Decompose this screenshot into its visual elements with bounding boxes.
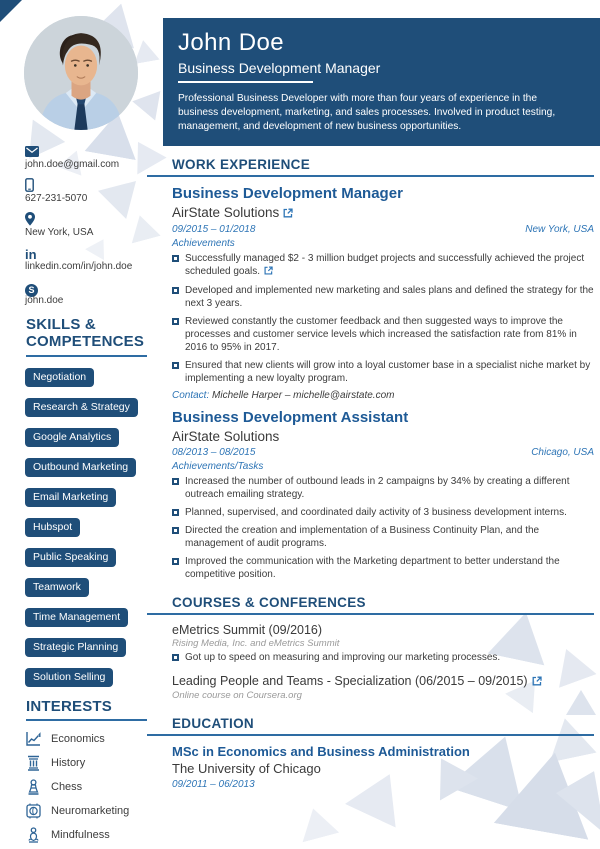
- achievement-text: Directed the creation and implementation of a Business Continuity Plan, and the management of audit programs.: [185, 524, 540, 549]
- square-bullet-icon: [172, 558, 179, 565]
- contact-email-value: john.doe@gmail.com: [25, 159, 120, 170]
- interest-label: Economics: [51, 732, 105, 745]
- interest-item: [25, 779, 163, 795]
- skill-pill: Time Management: [25, 608, 128, 628]
- interest-item: [25, 755, 163, 771]
- contact-email: [25, 144, 163, 171]
- mindfulness-meditation-icon: [25, 827, 42, 843]
- achievement-text: Reviewed constantly the customer feedback and then suggested ways to improve the processes and customer service levels which increased the satisfaction rate from 81% in 2016 to 95% in 2017.: [185, 315, 577, 353]
- phone-icon: [25, 178, 163, 191]
- achievement-item: [172, 359, 594, 385]
- square-bullet-icon: [172, 509, 179, 516]
- skill-pill: Negotiation: [25, 368, 94, 388]
- company-name: AirState Solutions: [172, 428, 280, 444]
- email-icon: [25, 144, 163, 157]
- interests-list: [25, 731, 163, 843]
- square-bullet-icon: [172, 362, 179, 369]
- course-bullet-list: [172, 651, 594, 664]
- education-heading: EDUCATION: [147, 716, 594, 736]
- contact-location-value: New York, USA: [25, 227, 94, 238]
- header-band: [163, 18, 600, 146]
- achievement-text: Increased the number of outbound leads in 2 campaigns by 34% by creating a different outreach emailing strategy.: [185, 475, 570, 500]
- square-bullet-icon: [172, 255, 179, 262]
- square-bullet-icon: [172, 287, 179, 294]
- skill-pill: Research & Strategy: [25, 398, 138, 418]
- achievement-item: [172, 524, 594, 550]
- sidebar: [0, 0, 163, 849]
- education-dates: 09/2011 – 06/2013: [172, 778, 255, 790]
- achievement-text: Developed and implemented new marketing and sales plans and defined the strategy for the next 3 years.: [185, 284, 594, 309]
- job-company: [172, 205, 594, 221]
- courses-heading: COURSES & CONFERENCES: [147, 595, 594, 615]
- chess-pawn-icon: [25, 779, 42, 795]
- course-subtitle: Online course on Coursera.org: [172, 689, 302, 701]
- achievement-item: [172, 555, 594, 581]
- history-column-icon: [25, 755, 42, 771]
- skype-icon: [25, 280, 163, 293]
- job-entry: [172, 185, 594, 401]
- title-underline: [178, 81, 313, 83]
- job-meta: [172, 224, 594, 235]
- course-title: [172, 674, 594, 689]
- achievement-text: Ensured that new clients will grow into a loyal customer base in a specialist niche market by implementing a new loyalty program.: [185, 359, 591, 384]
- course-bullet: [172, 651, 594, 664]
- contact-list: [25, 144, 163, 307]
- job-meta: [172, 447, 594, 458]
- reference-contact-value: Michelle Harper – michelle@airstate.com: [212, 389, 395, 401]
- interests-heading: INTERESTS: [26, 698, 147, 721]
- contact-skype-value: john.doe: [25, 295, 64, 306]
- course-entry: [172, 623, 594, 664]
- achievement-text: Successfully managed $2 - 3 million budget projects and successfully achieved the project scheduled goals.: [185, 252, 585, 277]
- external-link-icon[interactable]: [532, 675, 542, 689]
- job-entry: [172, 409, 594, 581]
- contact-linkedin: [25, 246, 163, 273]
- company-name: AirState Solutions: [172, 204, 280, 220]
- avatar-illustration: [24, 16, 138, 130]
- skill-pill: Public Speaking: [25, 548, 116, 568]
- square-bullet-icon: [172, 478, 179, 485]
- work-experience-heading: WORK EXPERIENCE: [147, 157, 594, 177]
- profile-summary: Professional Business Developer with more than four years of experience in the business development, marketing, and sales processes. Involved in product testing, management, and development of new business opportunities.: [178, 92, 556, 132]
- job-location: Chicago, USA: [531, 446, 594, 458]
- decor-triangle: [295, 804, 339, 843]
- main-column: [163, 0, 600, 790]
- achievement-text: Planned, supervised, and coordinated daily activity of 3 business development interns.: [185, 506, 567, 518]
- square-bullet-icon: [172, 318, 179, 325]
- contact-skype: [25, 280, 163, 307]
- skill-pill: Hubspot: [25, 518, 80, 538]
- job-dates: 09/2015 – 01/2018: [172, 223, 256, 235]
- contact-linkedin-value: linkedin.com/in/john.doe: [25, 261, 133, 272]
- achievement-text: Improved the communication with the Marketing department to better understand the competitive position.: [185, 555, 560, 580]
- education-degree: MSc in Economics and Business Administration: [172, 743, 470, 759]
- interest-label: Chess: [51, 780, 83, 793]
- skill-pill: Email Marketing: [25, 488, 116, 508]
- achievement-item: [172, 506, 594, 519]
- external-link-icon[interactable]: [283, 206, 293, 221]
- course-subtitle: Rising Media, Inc. and eMetrics Summit: [172, 637, 340, 649]
- course-bullet-text: Got up to speed on measuring and improving our marketing processes.: [185, 651, 501, 663]
- job-dates: 08/2013 – 08/2015: [172, 446, 256, 458]
- course-entry: [172, 674, 594, 701]
- reference-contact: [172, 390, 594, 401]
- economics-chart-icon: [25, 731, 42, 747]
- achievements-label: Achievements: [172, 237, 235, 249]
- skill-pill: Solution Selling: [25, 668, 113, 688]
- job-role: Business Development Manager: [172, 184, 403, 202]
- linkedin-icon: [25, 246, 163, 262]
- interest-label: Mindfulness: [51, 828, 110, 841]
- interest-item: [25, 827, 163, 843]
- interest-item: [25, 731, 163, 747]
- skype-glyph: S: [25, 284, 38, 297]
- skill-pill: Strategic Planning: [25, 638, 126, 658]
- skill-pill: Outbound Marketing: [25, 458, 136, 478]
- avatar: [24, 16, 138, 130]
- skill-pill: Google Analytics: [25, 428, 119, 448]
- person-title: Business Development Manager: [178, 59, 381, 76]
- person-name: John Doe: [178, 29, 284, 56]
- location-icon: [25, 212, 163, 225]
- achievement-item: [172, 284, 594, 310]
- contact-location: [25, 212, 163, 239]
- job-role: Business Development Assistant: [172, 408, 409, 426]
- interest-label: History: [51, 756, 86, 769]
- main-content: [163, 157, 600, 790]
- neuromarketing-brain-icon: [25, 803, 42, 819]
- interest-item: [25, 803, 163, 819]
- achievement-item: [172, 315, 594, 354]
- course-title-text: Leading People and Teams - Specialization (06/2015 – 09/2015): [172, 673, 528, 688]
- skills-heading: SKILLS & COMPETENCES: [26, 316, 147, 357]
- achievement-list: [172, 252, 594, 385]
- achievement-list: [172, 475, 594, 581]
- interest-label: Neuromarketing: [51, 804, 130, 817]
- job-company: [172, 429, 594, 444]
- contact-phone-value: 627-231-5070: [25, 193, 88, 204]
- contact-phone: [25, 178, 163, 205]
- linkedin-glyph: in: [25, 247, 37, 262]
- achievement-item: [172, 475, 594, 501]
- course-title: eMetrics Summit (09/2016): [172, 622, 323, 637]
- education-entry: [172, 744, 594, 790]
- job-location: New York, USA: [525, 223, 594, 235]
- achievements-label: Achievements/Tasks: [172, 460, 264, 472]
- skill-pill: Teamwork: [25, 578, 89, 598]
- external-link-icon[interactable]: [264, 266, 273, 279]
- education-school: The University of Chicago: [172, 760, 321, 776]
- square-bullet-icon: [172, 654, 179, 661]
- square-bullet-icon: [172, 527, 179, 534]
- achievement-item: [172, 252, 594, 279]
- skills-list: [25, 368, 163, 688]
- reference-contact-label: Contact:: [172, 389, 210, 401]
